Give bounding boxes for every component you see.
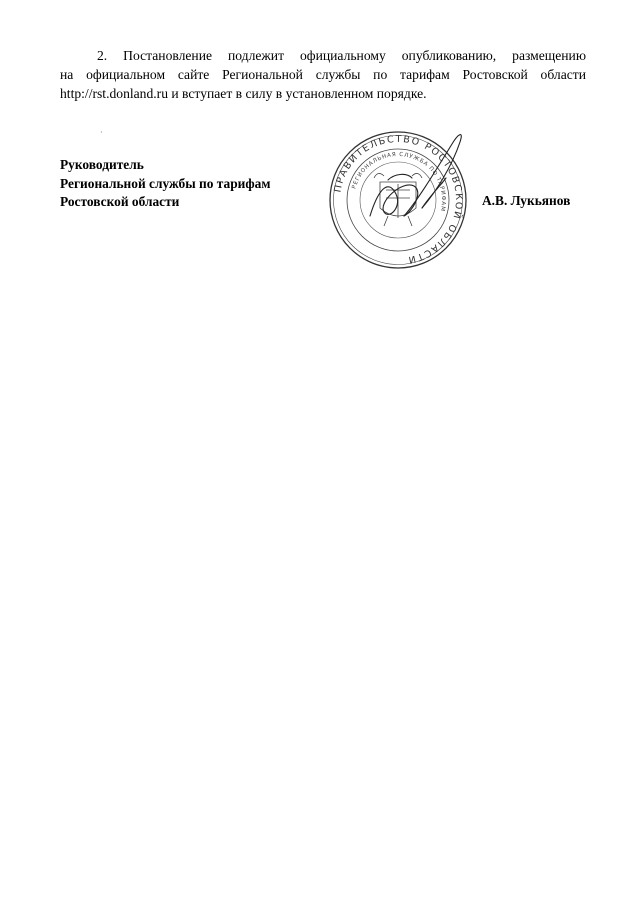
signer-position-line-1: Руководитель xyxy=(60,157,144,172)
signer-position xyxy=(60,156,270,212)
signer-name: А.В. Лукьянов xyxy=(482,193,571,208)
scan-mark: · xyxy=(100,128,103,137)
paragraph-line-3: http://rst.donland.ru и вступает в силу в установленном порядке. xyxy=(60,86,427,101)
publication-paragraph xyxy=(60,46,586,103)
seal-outer-lettering: ПРАВИТЕЛЬСТВО РОСТОВСКОЙ ОБЛАСТИ xyxy=(332,133,465,266)
paragraph-line-1: 2. Постановление подлежит официальному опубликованию, размещению xyxy=(97,48,586,63)
paragraph-line-2: на официальном сайте Региональной службы по тарифам Ростовской области xyxy=(60,67,586,82)
signer-position-line-2: Региональной службы по тарифам xyxy=(60,175,271,191)
seal-with-signature xyxy=(318,120,478,280)
official-seal xyxy=(318,120,478,280)
signer-position-line-3: Ростовской области xyxy=(60,194,180,209)
seal-inner-lettering: РЕГИОНАЛЬНАЯ СЛУЖБА ПО ТАРИФАМ xyxy=(351,151,447,213)
